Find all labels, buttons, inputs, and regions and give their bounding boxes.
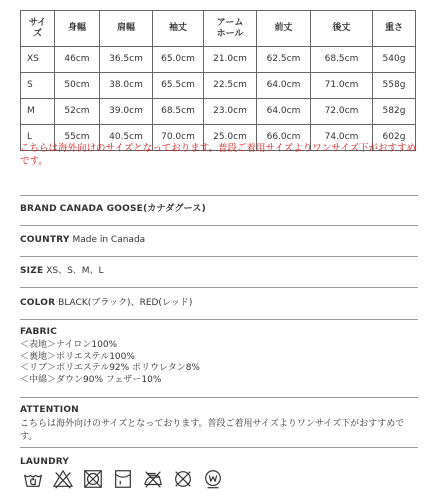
cell-back-length: 71.0cm [311, 73, 373, 99]
cell-weight: 602g [373, 125, 416, 151]
cell-shoulder-width: 40.5cm [100, 125, 153, 151]
cell-armhole: 25.0cm [204, 125, 257, 151]
no-iron-icon [142, 468, 164, 490]
fabric-section [20, 319, 418, 395]
cell-weight: 558g [373, 73, 416, 99]
fabric-line-outer: ＜表地＞ナイロン100% [20, 340, 118, 350]
no-tumble-dry-icon [82, 468, 104, 490]
cell-armhole: 21.0cm [204, 47, 257, 73]
no-dry-clean-icon [172, 468, 194, 490]
color-section [20, 287, 418, 317]
header-size: サイ ズ [21, 11, 55, 47]
cell-back-length: 68.5cm [311, 47, 373, 73]
cell-back-length: 72.0cm [311, 99, 373, 125]
cell-shoulder-width: 38.0cm [100, 73, 153, 99]
fabric-line-fill: ＜中綿＞ダウン90% フェザー10% [20, 374, 162, 385]
cell-sleeve-length: 68.5cm [153, 99, 204, 125]
size-note: こちらは海外向けのサイズとなっております。普段ご着用サイズよりワンサイズ下がおすすめです。 [20, 143, 417, 167]
header-armhole: アーム ホール [204, 11, 257, 47]
cell-front-length: 64.0cm [257, 73, 311, 99]
cell-sleeve-length: 65.0cm [153, 47, 204, 73]
fabric-label: FABRIC [20, 327, 58, 337]
size-label: SIZE [20, 266, 44, 276]
attention-section [20, 397, 418, 445]
cell-armhole: 22.5cm [204, 73, 257, 99]
table-row [21, 47, 416, 73]
cell-body-width: 55cm [55, 125, 100, 151]
header-front-length: 前丈 [257, 11, 311, 47]
country-label: COUNTRY [20, 235, 70, 245]
color-label: COLOR [20, 298, 56, 308]
cell-shoulder-width: 36.5cm [100, 47, 153, 73]
cell-shoulder-width: 39.0cm [100, 99, 153, 125]
cell-weight: 582g [373, 99, 416, 125]
table-row [21, 73, 416, 99]
cell-sleeve-length: 70.0cm [153, 125, 204, 151]
cell-size: S [21, 73, 55, 99]
country-section [20, 225, 418, 255]
table-row [21, 99, 416, 125]
fabric-line-lining: ＜裏地＞ポリエステル100% [20, 351, 135, 362]
header-back-length: 後丈 [311, 11, 373, 47]
cell-body-width: 46cm [55, 47, 100, 73]
country-value: Made in Canada [72, 235, 146, 245]
cell-size: M [21, 99, 55, 125]
attention-text: こちらは海外向けのサイズとなっております。普段ご着用サイズよりワンサイズ下がおすすめです。 [20, 419, 405, 442]
size-section [20, 256, 418, 285]
cell-sleeve-length: 65.5cm [153, 73, 204, 99]
line-dry-icon [112, 468, 134, 490]
laundry-icons [22, 468, 224, 490]
color-value: BLACK(ブラック)、RED(レッド) [58, 298, 193, 308]
professional-wet-clean-icon [202, 468, 224, 490]
laundry-label: LAUNDRY [20, 457, 70, 467]
cell-back-length: 74.0cm [311, 125, 373, 151]
size-table-header-row [21, 11, 416, 47]
cell-front-length: 62.5cm [257, 47, 311, 73]
size-table [20, 10, 416, 151]
brand-value: CANADA GOOSE(カナダグース) [59, 204, 206, 214]
header-sleeve-length: 袖丈 [153, 11, 204, 47]
brand-label: BRAND [20, 204, 57, 214]
cell-front-length: 66.0cm [257, 125, 311, 151]
header-weight: 重さ [373, 11, 416, 47]
cell-body-width: 50cm [55, 73, 100, 99]
cell-body-width: 52cm [55, 99, 100, 125]
attention-label: ATTENTION [20, 405, 79, 415]
hand-wash-icon [22, 468, 44, 490]
header-shoulder-width: 肩幅 [100, 11, 153, 47]
cell-size: L [21, 125, 55, 151]
no-bleach-icon [52, 468, 74, 490]
fabric-line-rib: ＜リブ＞ポリエステル92% ポリウレタン8% [20, 363, 200, 373]
cell-armhole: 23.0cm [204, 99, 257, 125]
cell-front-length: 64.0cm [257, 99, 311, 125]
cell-weight: 540g [373, 47, 416, 73]
header-body-width: 身幅 [55, 11, 100, 47]
size-value: XS、S、M、L [46, 266, 104, 276]
cell-size: XS [21, 47, 55, 73]
brand-section [20, 195, 418, 222]
